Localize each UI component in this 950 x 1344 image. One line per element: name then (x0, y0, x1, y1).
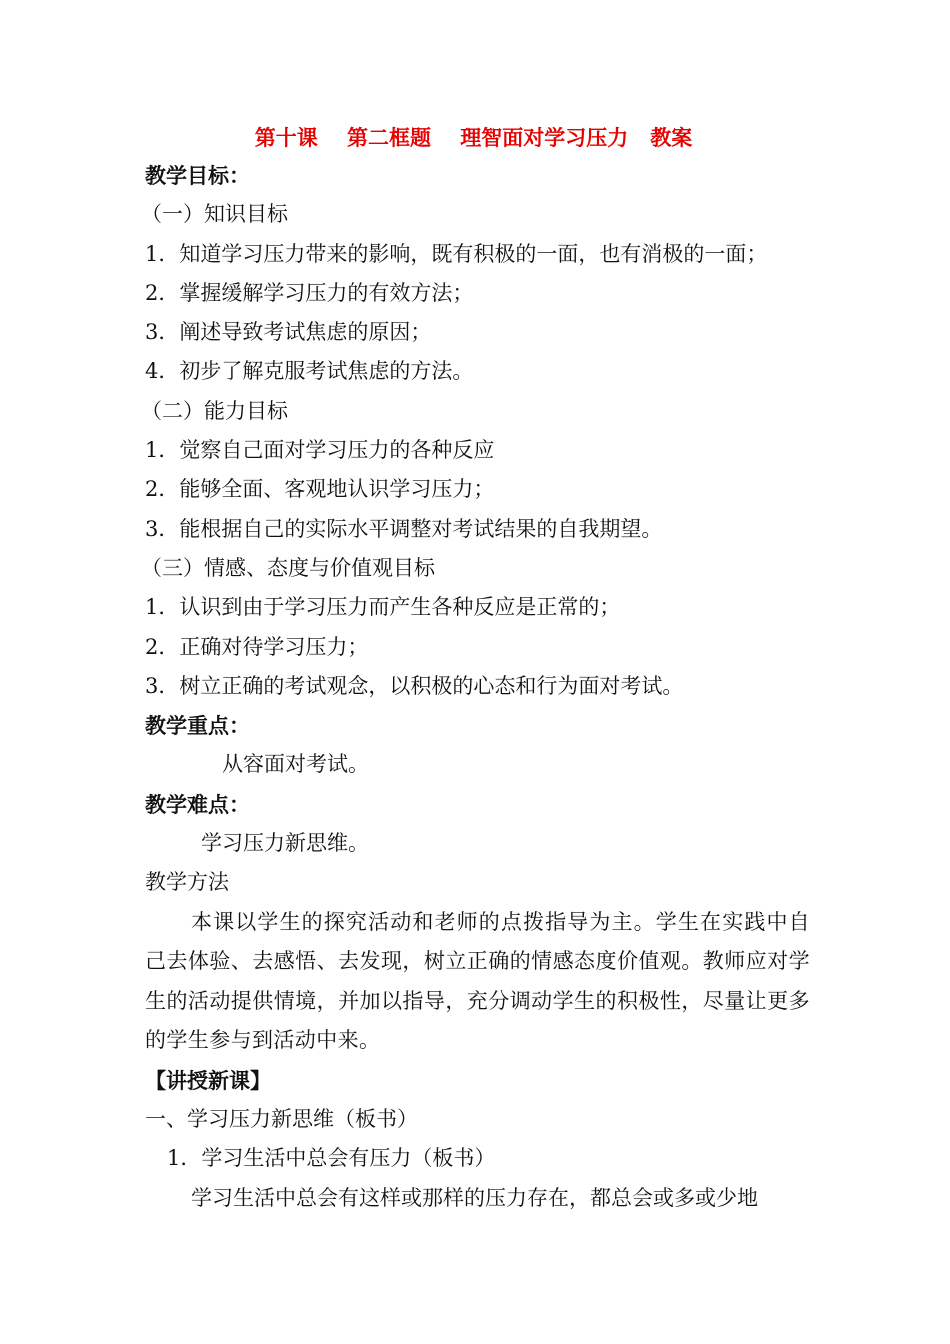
knowledge-objectives-heading: （一）知识目标 (141, 202, 288, 227)
emotion-objectives-heading: （三）情感、态度与价值观目标 (141, 555, 435, 580)
objectives-heading: 教学目标： (145, 163, 250, 188)
ability-item: 1．觉察自己面对学习压力的各种反应 (145, 438, 495, 463)
knowledge-item: 4．初步了解克服考试焦虑的方法。 (145, 359, 474, 384)
key-point-heading: 教学重点： (145, 713, 250, 739)
body-paragraph: 学习生活中总会有这样或那样的压力存在，都总会或多或少地 (191, 1185, 758, 1210)
emotion-item: 1．认识到由于学习压力而产生各种反应是正常的； (145, 595, 621, 620)
emotion-item: 3．树立正确的考试观念，以积极的心态和行为面对考试。 (145, 673, 684, 698)
method-heading: 教学方法 (145, 870, 229, 895)
ability-item: 2．能够全面、客观地认识学习压力； (145, 477, 495, 502)
emotion-item: 2．正确对待学习压力； (145, 634, 369, 659)
ability-item: 3．能根据自己的实际水平调整对考试结果的自我期望。 (145, 516, 663, 541)
difficulty-heading: 教学难点： (145, 791, 250, 817)
subsection-heading: 1．学习生活中总会有压力（板书） (167, 1146, 496, 1171)
knowledge-item: 3．阐述导致考试焦虑的原因； (145, 320, 432, 345)
method-paragraph: 本课以学生的探究活动和老师的点拨指导为主。学生在实践中自己去体验、去感悟、去发现，树立正确的情感态度价值观。教师应对学生的活动提供情境，并加以指导，充分调动学生的积极性，尽量让更多的学生参与到活动中来。 (145, 909, 810, 1053)
document-title: 第十课 第二框题 理智面对学习压力 教案 (254, 125, 693, 150)
knowledge-item: 2．掌握缓解学习压力的有效方法； (145, 280, 474, 305)
key-point-text: 从容面对考试。 (222, 752, 369, 777)
document-page (141, 120, 810, 1218)
ability-objectives-heading: （二）能力目标 (141, 398, 288, 423)
new-lesson-heading: 【讲授新课】 (145, 1067, 271, 1093)
section-heading: 一、学习压力新思维（板书） (145, 1106, 418, 1131)
difficulty-text: 学习压力新思维。 (201, 831, 369, 856)
knowledge-item: 1．知道学习压力带来的影响，既有积极的一面，也有消极的一面； (145, 241, 768, 266)
